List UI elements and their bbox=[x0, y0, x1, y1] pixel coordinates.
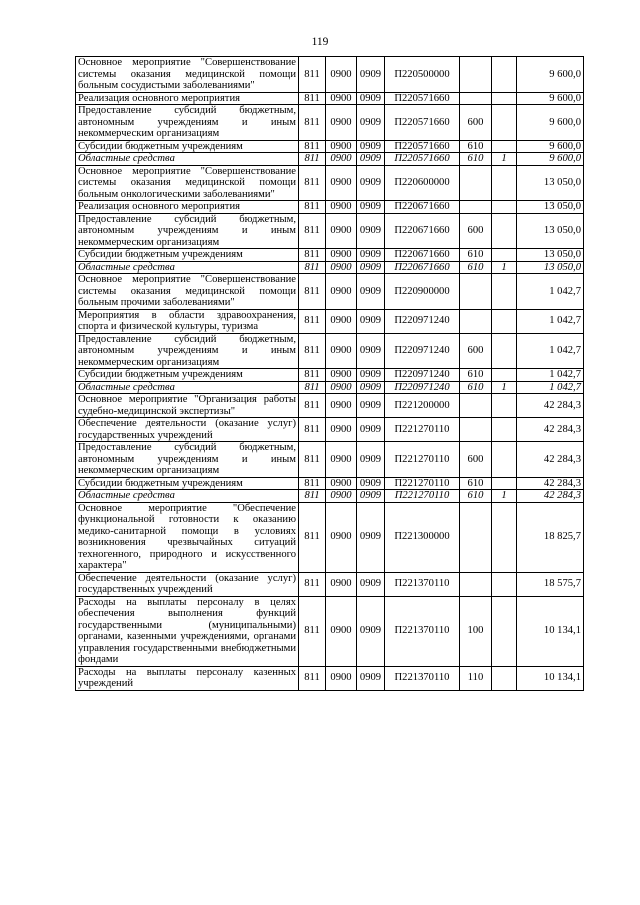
funding-source-code bbox=[492, 140, 517, 153]
target-article-code: П221200000 bbox=[385, 394, 460, 418]
subsection-code: 0909 bbox=[357, 57, 385, 93]
section-code: 0900 bbox=[326, 140, 357, 153]
table-row bbox=[76, 140, 584, 153]
amount: 9 600,0 bbox=[517, 140, 584, 153]
amount: 10 134,1 bbox=[517, 596, 584, 666]
funding-source-code bbox=[492, 394, 517, 418]
expense-type-code: 600 bbox=[460, 105, 492, 141]
table-row bbox=[76, 442, 584, 478]
row-name: Областные средства bbox=[76, 153, 299, 166]
section-code: 0900 bbox=[326, 477, 357, 490]
department-code: 811 bbox=[299, 369, 326, 382]
expense-type-code: 610 bbox=[460, 140, 492, 153]
expense-type-code bbox=[460, 92, 492, 105]
target-article-code: П220571660 bbox=[385, 105, 460, 141]
section-code: 0900 bbox=[326, 666, 357, 690]
amount: 13 050,0 bbox=[517, 249, 584, 262]
table-row bbox=[76, 92, 584, 105]
department-code: 811 bbox=[299, 165, 326, 201]
amount: 13 050,0 bbox=[517, 201, 584, 214]
row-name: Расходы на выплаты персоналу казенных учреждений bbox=[76, 666, 299, 690]
target-article-code: П220600000 bbox=[385, 165, 460, 201]
department-code: 811 bbox=[299, 490, 326, 503]
subsection-code: 0909 bbox=[357, 309, 385, 333]
row-name: Субсидии бюджетным учреждениям bbox=[76, 369, 299, 382]
table-row bbox=[76, 418, 584, 442]
expense-type-code: 610 bbox=[460, 381, 492, 394]
amount: 9 600,0 bbox=[517, 92, 584, 105]
subsection-code: 0909 bbox=[357, 572, 385, 596]
subsection-code: 0909 bbox=[357, 140, 385, 153]
target-article-code: П220571660 bbox=[385, 140, 460, 153]
budget-table bbox=[75, 56, 584, 691]
row-name: Основное мероприятие "Организация работы судебно-медицинской экспертизы" bbox=[76, 394, 299, 418]
amount: 42 284,3 bbox=[517, 442, 584, 478]
table-row bbox=[76, 572, 584, 596]
section-code: 0900 bbox=[326, 333, 357, 369]
row-name: Реализация основного мероприятия bbox=[76, 201, 299, 214]
funding-source-code: 1 bbox=[492, 153, 517, 166]
row-name: Предоставление субсидий бюджетным, автономным учреждениям и иным некоммерческим организациям bbox=[76, 105, 299, 141]
funding-source-code bbox=[492, 201, 517, 214]
target-article-code: П220971240 bbox=[385, 381, 460, 394]
section-code: 0900 bbox=[326, 442, 357, 478]
amount: 13 050,0 bbox=[517, 213, 584, 249]
target-article-code: П221270110 bbox=[385, 418, 460, 442]
row-name: Основное мероприятие "Совершенствование системы оказания медицинской помощи больным онкологическими заболеваниями" bbox=[76, 165, 299, 201]
funding-source-code bbox=[492, 213, 517, 249]
department-code: 811 bbox=[299, 105, 326, 141]
expense-type-code: 610 bbox=[460, 249, 492, 262]
amount: 18 575,7 bbox=[517, 572, 584, 596]
subsection-code: 0909 bbox=[357, 249, 385, 262]
subsection-code: 0909 bbox=[357, 105, 385, 141]
department-code: 811 bbox=[299, 309, 326, 333]
target-article-code: П220571660 bbox=[385, 153, 460, 166]
row-name: Реализация основного мероприятия bbox=[76, 92, 299, 105]
expense-type-code: 610 bbox=[460, 369, 492, 382]
table-row bbox=[76, 274, 584, 310]
department-code: 811 bbox=[299, 153, 326, 166]
department-code: 811 bbox=[299, 213, 326, 249]
subsection-code: 0909 bbox=[357, 381, 385, 394]
department-code: 811 bbox=[299, 596, 326, 666]
subsection-code: 0909 bbox=[357, 369, 385, 382]
funding-source-code bbox=[492, 57, 517, 93]
section-code: 0900 bbox=[326, 418, 357, 442]
target-article-code: П220500000 bbox=[385, 57, 460, 93]
table-row bbox=[76, 165, 584, 201]
funding-source-code bbox=[492, 165, 517, 201]
subsection-code: 0909 bbox=[357, 92, 385, 105]
expense-type-code: 610 bbox=[460, 477, 492, 490]
table-row bbox=[76, 153, 584, 166]
table-row bbox=[76, 490, 584, 503]
amount: 42 284,3 bbox=[517, 490, 584, 503]
subsection-code: 0909 bbox=[357, 666, 385, 690]
amount: 1 042,7 bbox=[517, 274, 584, 310]
expense-type-code: 100 bbox=[460, 596, 492, 666]
budget-table-body bbox=[76, 57, 584, 691]
amount: 10 134,1 bbox=[517, 666, 584, 690]
row-name: Мероприятия в области здравоохранения, спорта и физической культуры, туризма bbox=[76, 309, 299, 333]
expense-type-code bbox=[460, 394, 492, 418]
department-code: 811 bbox=[299, 249, 326, 262]
funding-source-code bbox=[492, 666, 517, 690]
department-code: 811 bbox=[299, 666, 326, 690]
subsection-code: 0909 bbox=[357, 201, 385, 214]
section-code: 0900 bbox=[326, 57, 357, 93]
target-article-code: П220671660 bbox=[385, 261, 460, 274]
section-code: 0900 bbox=[326, 369, 357, 382]
section-code: 0900 bbox=[326, 274, 357, 310]
subsection-code: 0909 bbox=[357, 261, 385, 274]
subsection-code: 0909 bbox=[357, 274, 385, 310]
department-code: 811 bbox=[299, 261, 326, 274]
department-code: 811 bbox=[299, 394, 326, 418]
row-name: Субсидии бюджетным учреждениям bbox=[76, 249, 299, 262]
section-code: 0900 bbox=[326, 201, 357, 214]
department-code: 811 bbox=[299, 418, 326, 442]
target-article-code: П220971240 bbox=[385, 309, 460, 333]
amount: 1 042,7 bbox=[517, 309, 584, 333]
department-code: 811 bbox=[299, 477, 326, 490]
table-row bbox=[76, 105, 584, 141]
table-row bbox=[76, 57, 584, 93]
table-row bbox=[76, 381, 584, 394]
row-name: Расходы на выплаты персоналу в целях обеспечения выполнения функций государственными (муниципальными) органами, казенными учреждениями, органами управления государственными внебюджетными фондами bbox=[76, 596, 299, 666]
subsection-code: 0909 bbox=[357, 165, 385, 201]
target-article-code: П220671660 bbox=[385, 249, 460, 262]
subsection-code: 0909 bbox=[357, 213, 385, 249]
funding-source-code bbox=[492, 309, 517, 333]
table-row bbox=[76, 502, 584, 572]
department-code: 811 bbox=[299, 140, 326, 153]
section-code: 0900 bbox=[326, 381, 357, 394]
funding-source-code bbox=[492, 418, 517, 442]
section-code: 0900 bbox=[326, 490, 357, 503]
table-row bbox=[76, 201, 584, 214]
row-name: Предоставление субсидий бюджетным, автономным учреждениям и иным некоммерческим организациям bbox=[76, 442, 299, 478]
amount: 9 600,0 bbox=[517, 57, 584, 93]
department-code: 811 bbox=[299, 201, 326, 214]
amount: 42 284,3 bbox=[517, 394, 584, 418]
table-row bbox=[76, 369, 584, 382]
table-row bbox=[76, 249, 584, 262]
section-code: 0900 bbox=[326, 596, 357, 666]
subsection-code: 0909 bbox=[357, 153, 385, 166]
section-code: 0900 bbox=[326, 572, 357, 596]
row-name: Основное мероприятие "Обеспечение функциональной готовности к оказанию медико-санитарной помощи в условиях возникновения чрезвычайных ситуаций техногенного, природного и искусственного характера" bbox=[76, 502, 299, 572]
target-article-code: П220671660 bbox=[385, 213, 460, 249]
row-name: Областные средства bbox=[76, 490, 299, 503]
expense-type-code bbox=[460, 274, 492, 310]
row-name: Областные средства bbox=[76, 261, 299, 274]
target-article-code: П220571660 bbox=[385, 92, 460, 105]
amount: 18 825,7 bbox=[517, 502, 584, 572]
section-code: 0900 bbox=[326, 309, 357, 333]
row-name: Обеспечение деятельности (оказание услуг) государственных учреждений bbox=[76, 572, 299, 596]
amount: 42 284,3 bbox=[517, 418, 584, 442]
expense-type-code bbox=[460, 201, 492, 214]
section-code: 0900 bbox=[326, 261, 357, 274]
subsection-code: 0909 bbox=[357, 394, 385, 418]
funding-source-code bbox=[492, 442, 517, 478]
section-code: 0900 bbox=[326, 502, 357, 572]
amount: 42 284,3 bbox=[517, 477, 584, 490]
section-code: 0900 bbox=[326, 153, 357, 166]
expense-type-code bbox=[460, 572, 492, 596]
target-article-code: П221270110 bbox=[385, 477, 460, 490]
amount: 9 600,0 bbox=[517, 105, 584, 141]
subsection-code: 0909 bbox=[357, 418, 385, 442]
expense-type-code: 610 bbox=[460, 490, 492, 503]
department-code: 811 bbox=[299, 502, 326, 572]
table-row bbox=[76, 213, 584, 249]
funding-source-code bbox=[492, 333, 517, 369]
section-code: 0900 bbox=[326, 105, 357, 141]
expense-type-code: 610 bbox=[460, 153, 492, 166]
amount: 1 042,7 bbox=[517, 369, 584, 382]
expense-type-code: 600 bbox=[460, 213, 492, 249]
expense-type-code bbox=[460, 57, 492, 93]
subsection-code: 0909 bbox=[357, 490, 385, 503]
page-number: 119 bbox=[311, 36, 329, 48]
target-article-code: П220900000 bbox=[385, 274, 460, 310]
section-code: 0900 bbox=[326, 92, 357, 105]
funding-source-code bbox=[492, 105, 517, 141]
table-row bbox=[76, 666, 584, 690]
row-name: Областные средства bbox=[76, 381, 299, 394]
amount: 9 600,0 bbox=[517, 153, 584, 166]
department-code: 811 bbox=[299, 57, 326, 93]
subsection-code: 0909 bbox=[357, 442, 385, 478]
row-name: Основное мероприятие "Совершенствование системы оказания медицинской помощи больным сосудистыми заболеваниями" bbox=[76, 57, 299, 93]
section-code: 0900 bbox=[326, 249, 357, 262]
section-code: 0900 bbox=[326, 213, 357, 249]
target-article-code: П221300000 bbox=[385, 502, 460, 572]
funding-source-code bbox=[492, 477, 517, 490]
row-name: Обеспечение деятельности (оказание услуг) государственных учреждений bbox=[76, 418, 299, 442]
funding-source-code bbox=[492, 369, 517, 382]
funding-source-code bbox=[492, 596, 517, 666]
row-name: Предоставление субсидий бюджетным, автономным учреждениям и иным некоммерческим организациям bbox=[76, 333, 299, 369]
subsection-code: 0909 bbox=[357, 596, 385, 666]
funding-source-code bbox=[492, 274, 517, 310]
section-code: 0900 bbox=[326, 165, 357, 201]
amount: 1 042,7 bbox=[517, 381, 584, 394]
row-name: Основное мероприятие "Совершенствование системы оказания медицинской помощи больным прочими заболеваниями" bbox=[76, 274, 299, 310]
target-article-code: П220671660 bbox=[385, 201, 460, 214]
funding-source-code: 1 bbox=[492, 490, 517, 503]
target-article-code: П221370110 bbox=[385, 596, 460, 666]
target-article-code: П221370110 bbox=[385, 666, 460, 690]
expense-type-code: 600 bbox=[460, 442, 492, 478]
amount: 13 050,0 bbox=[517, 261, 584, 274]
target-article-code: П221270110 bbox=[385, 442, 460, 478]
section-code: 0900 bbox=[326, 394, 357, 418]
subsection-code: 0909 bbox=[357, 477, 385, 490]
funding-source-code bbox=[492, 92, 517, 105]
expense-type-code bbox=[460, 418, 492, 442]
table-row bbox=[76, 333, 584, 369]
expense-type-code: 610 bbox=[460, 261, 492, 274]
row-name: Предоставление субсидий бюджетным, автономным учреждениям и иным некоммерческим организациям bbox=[76, 213, 299, 249]
target-article-code: П221370110 bbox=[385, 572, 460, 596]
department-code: 811 bbox=[299, 572, 326, 596]
department-code: 811 bbox=[299, 333, 326, 369]
expense-type-code: 600 bbox=[460, 333, 492, 369]
amount: 13 050,0 bbox=[517, 165, 584, 201]
expense-type-code: 110 bbox=[460, 666, 492, 690]
target-article-code: П221270110 bbox=[385, 490, 460, 503]
row-name: Субсидии бюджетным учреждениям bbox=[76, 140, 299, 153]
funding-source-code bbox=[492, 572, 517, 596]
expense-type-code bbox=[460, 165, 492, 201]
department-code: 811 bbox=[299, 92, 326, 105]
funding-source-code: 1 bbox=[492, 381, 517, 394]
row-name: Субсидии бюджетным учреждениям bbox=[76, 477, 299, 490]
table-row bbox=[76, 261, 584, 274]
table-row bbox=[76, 309, 584, 333]
funding-source-code bbox=[492, 502, 517, 572]
target-article-code: П220971240 bbox=[385, 369, 460, 382]
funding-source-code: 1 bbox=[492, 261, 517, 274]
subsection-code: 0909 bbox=[357, 502, 385, 572]
table-row bbox=[76, 596, 584, 666]
funding-source-code bbox=[492, 249, 517, 262]
amount: 1 042,7 bbox=[517, 333, 584, 369]
table-row bbox=[76, 477, 584, 490]
department-code: 811 bbox=[299, 442, 326, 478]
subsection-code: 0909 bbox=[357, 333, 385, 369]
department-code: 811 bbox=[299, 381, 326, 394]
table-row bbox=[76, 394, 584, 418]
department-code: 811 bbox=[299, 274, 326, 310]
target-article-code: П220971240 bbox=[385, 333, 460, 369]
expense-type-code bbox=[460, 309, 492, 333]
expense-type-code bbox=[460, 502, 492, 572]
